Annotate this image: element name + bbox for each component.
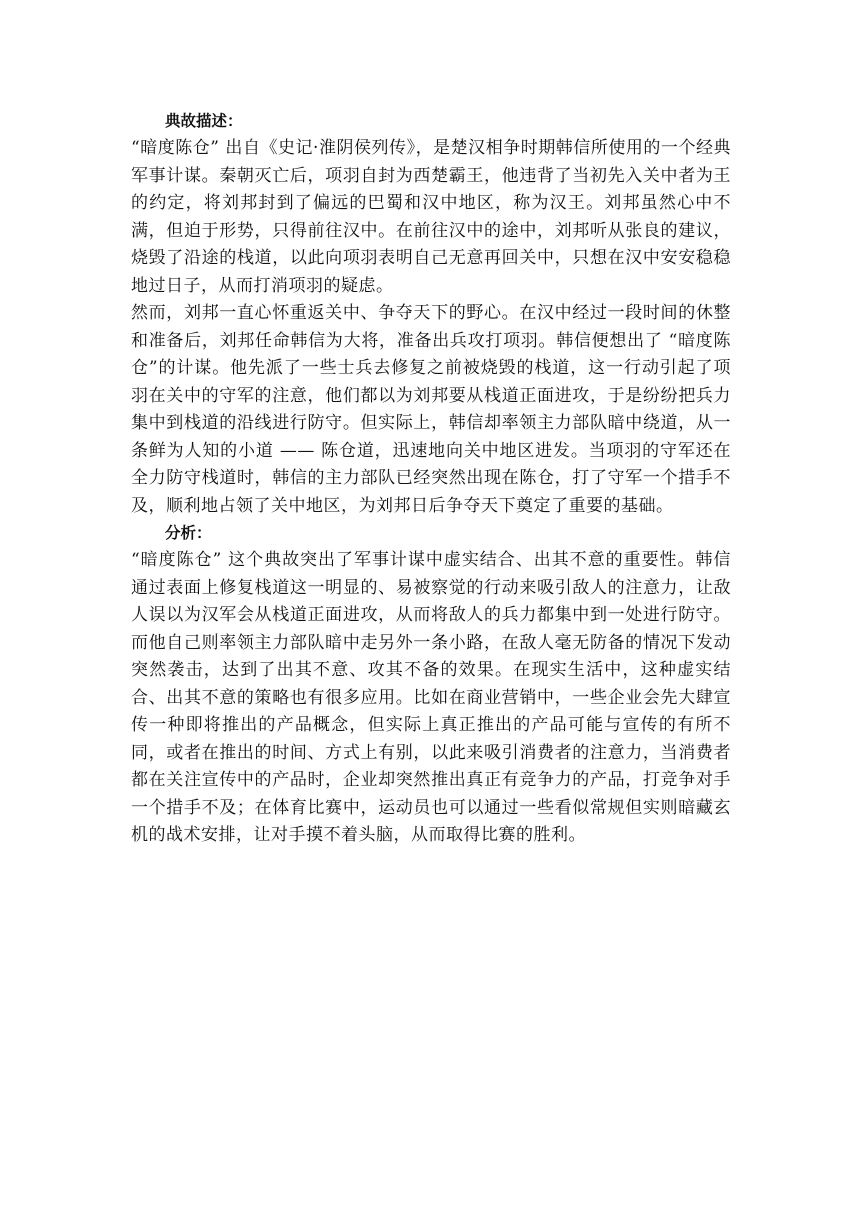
paragraph-story: 然而，刘邦一直心怀重返关中、争夺天下的野心。在汉中经过一段时间的休整和准备后，刘邦任命韩信为大将，准备出兵攻打项羽。韩信便想出了 “暗度陈仓”的计谋。他先派了一些士兵去修复之前被烧毁的栈道，这一行动引起了项羽在关中的守军的注意，他们都以为刘邦要从栈道正面进攻，于是纷纷把兵力集中到栈道的沿线进行防守。但实际上，韩信却率领主力部队暗中绕道，从一条鲜为人知的小道 —— 陈仓道，迅速地向关中地区进发。当项羽的守军还在全力防守栈道时，韩信的主力部队已经突然出现在陈仓，打了守军一个措手不及，顺利地占领了关中地区，为刘邦日后争夺天下奠定了重要的基础。 [131,303,731,516]
document-body [131,108,731,850]
paragraph-analysis: “暗度陈仓” 这个典故突出了军事计谋中虚实结合、出其不意的重要性。韩信通过表面上修复栈道这一明显的、易被察觉的行动来吸引敌人的注意力，让敌人误以为汉军会从栈道正面进攻，从而将敌人的兵力都集中到一处进行防守。而他自己则率领主力部队暗中走另外一条小路，在敌人毫无防备的情况下发动突然袭击，达到了出其不意、攻其不备的效果。在现实生活中，这种虚实结合、出其不意的策略也有很多应用。比如在商业营销中，一些企业会先大肆宣传一种即将推出的产品概念，但实际上真正推出的产品可能与宣传的有所不同，或者在推出的时间、方式上有别，以此来吸引消费者的注意力，当消费者都在关注宣传中的产品时，企业却突然推出真正有竞争力的产品，打竞争对手一个措手不及；在体育比赛中，运动员也可以通过一些看似常规但实则暗藏玄机的战术安排，让对手摸不着头脑，从而取得比赛的胜利。 [131,550,731,845]
paragraph-origin: “暗度陈仓” 出自《史记·淮阴侯列传》，是楚汉相争时期韩信所使用的一个经典军事计谋。秦朝灭亡后，项羽自封为西楚霸王，他违背了当初先入关中者为王的约定，将刘邦封到了偏远的巴蜀和汉中地区，称为汉王。刘邦虽然心中不满，但迫于形势，只得前往汉中。在前往汉中的途中，刘邦听从张良的建议，烧毁了沿途的栈道，以此向项羽表明自己无意再回关中，只想在汉中安安稳稳地过日子，从而打消项羽的疑虑。 [131,138,731,296]
section-heading-description: 典故描述： [165,112,243,130]
section-heading-analysis: 分析： [165,524,212,542]
